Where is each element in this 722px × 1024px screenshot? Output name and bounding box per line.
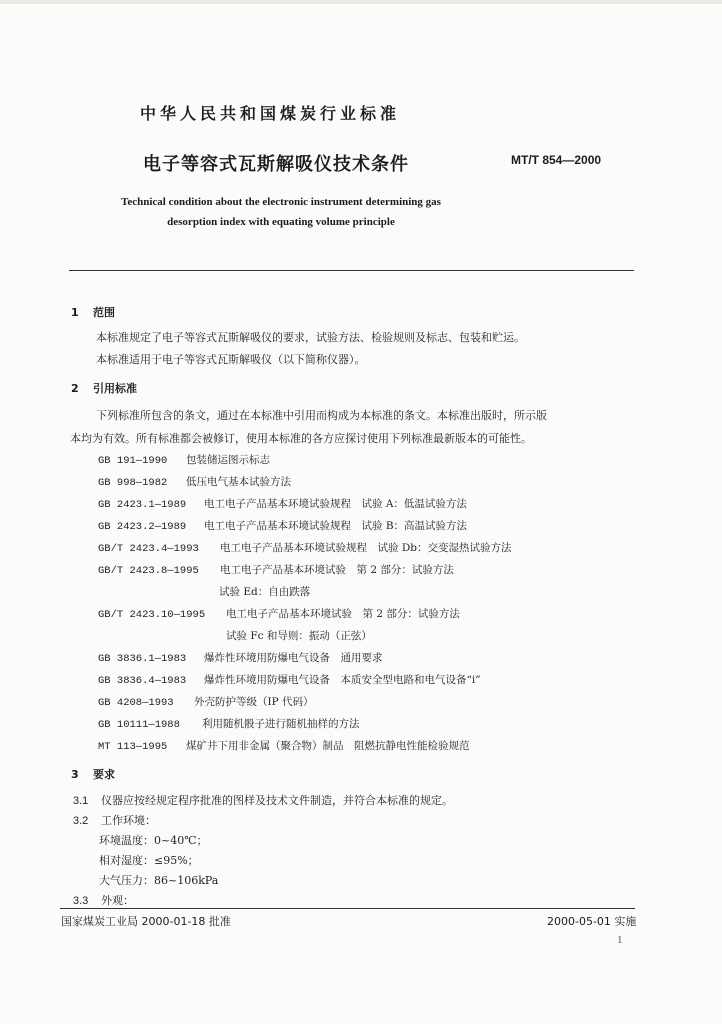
- reference-title: 电工电子产品基本环境试验 第 2 部分：试验方法: [220, 564, 454, 576]
- english-title: [86, 192, 476, 232]
- reference-item: [98, 518, 467, 533]
- reference-title: 煤矿井下用非金属（聚合物）制品 阻燃抗静电性能检验规范: [186, 740, 470, 752]
- reference-code: GB 3836.1—1983: [98, 653, 187, 665]
- reference-title: 外壳防护等级（IP 代码）: [194, 696, 314, 708]
- section-3-heading: [71, 766, 115, 782]
- reference-item-continuation: [219, 584, 310, 599]
- reference-title: 试验 Fc 和导则：振动（正弦）: [226, 630, 372, 642]
- english-title-line-2: desorption index with equating volume principle: [167, 216, 395, 228]
- reference-item: [98, 650, 383, 665]
- reference-item: [98, 694, 314, 709]
- clause-number: 3.3: [73, 895, 89, 907]
- clause-3-1: [73, 792, 453, 808]
- reference-title: 爆炸性环境用防爆电气设备 通用要求: [204, 652, 383, 664]
- reference-code: GB 998—1982: [98, 477, 168, 489]
- reference-code: GB 10111—1988: [98, 719, 180, 731]
- reference-item: [98, 738, 470, 753]
- reference-code: GB/T 2423.4—1993: [98, 543, 199, 555]
- reference-item: [98, 452, 270, 467]
- section-2-paragraph-1: 下列标准所包含的条文，通过在本标准中引用而构成为本标准的条文。本标准出版时，所示版: [96, 409, 547, 422]
- section-number: 1: [71, 306, 79, 319]
- reference-code: GB 2423.1—1989: [98, 499, 187, 511]
- document-title: 电子等容式瓦斯解吸仪技术条件: [143, 154, 409, 175]
- reference-item-continuation: [226, 628, 372, 643]
- reference-code: GB/T 2423.8—1995: [98, 565, 199, 577]
- reference-item: [98, 562, 454, 577]
- standard-category: 中华人民共和国煤炭行业标准: [140, 104, 401, 123]
- reference-code: GB 2423.2—1989: [98, 521, 187, 533]
- clause-3-2: [73, 812, 156, 828]
- clause-text: 工作环境：: [101, 814, 156, 827]
- implementation-date: 2000-05-01 实施: [547, 915, 637, 928]
- environment-humidity: 相对湿度：≤95%；: [99, 854, 199, 867]
- clause-number: 3.1: [73, 795, 89, 807]
- clause-number: 3.2: [73, 815, 89, 827]
- reference-code: GB/T 2423.10—1995: [98, 609, 206, 621]
- reference-title: 电工电子产品基本环境试验规程 试验 B：高温试验方法: [204, 520, 468, 532]
- section-title: 范围: [93, 306, 115, 319]
- section-1-paragraph-1: 本标准规定了电子等容式瓦斯解吸仪的要求，试验方法、检验规则及标志、包装和贮运。: [96, 331, 525, 344]
- scan-edge: [0, 0, 722, 4]
- reference-title: 电工电子产品基本环境试验 第 2 部分：试验方法: [226, 608, 460, 620]
- environment-pressure: 大气压力：86~106kPa: [99, 874, 219, 887]
- clause-text: 仪器应按经规定程序批准的图样及技术文件制造，并符合本标准的规定。: [101, 794, 453, 807]
- reference-code: GB 191—1990: [98, 455, 168, 467]
- reference-code: MT 113—1995: [98, 741, 168, 753]
- section-number: 3: [71, 768, 79, 781]
- reference-title: 电工电子产品基本环境试验规程 试验 A：低温试验方法: [204, 498, 467, 510]
- section-number: 2: [71, 382, 79, 395]
- page-number: 1: [617, 934, 623, 946]
- section-2-heading: [71, 380, 137, 396]
- reference-title: 试验 Ed：自由跌落: [219, 586, 311, 598]
- english-title-line-1: Technical condition about the electronic instrument determining gas: [121, 196, 441, 208]
- clause-text: 外观：: [101, 894, 134, 907]
- reference-title: 电工电子产品基本环境试验规程 试验 Db：交变湿热试验方法: [220, 542, 512, 554]
- section-1-paragraph-2: 本标准适用于电子等容式瓦斯解吸仪（以下简称仪器）。: [96, 353, 366, 366]
- reference-title: 利用随机骰子进行随机抽样的方法: [202, 718, 360, 730]
- section-1-heading: [71, 304, 115, 320]
- reference-item: [98, 540, 511, 555]
- section-2-paragraph-2: 本均为有效。所有标准都会被修订，使用本标准的各方应探讨使用下列标准最新版本的可能性。: [70, 432, 532, 445]
- reference-title: 包装储运图示标志: [186, 454, 270, 466]
- reference-title: 低压电气基本试验方法: [186, 476, 291, 488]
- clause-3-3: [73, 892, 134, 908]
- approval-date: 国家煤炭工业局 2000-01-18 批准: [61, 915, 231, 928]
- section-title: 要求: [93, 768, 115, 781]
- header-divider: [69, 270, 634, 271]
- reference-code: GB 3836.4—1983: [98, 675, 187, 687]
- environment-temperature: 环境温度：0~40℃；: [99, 834, 208, 847]
- reference-item: [98, 606, 460, 621]
- reference-item: [98, 496, 467, 511]
- reference-item: [98, 474, 291, 489]
- section-title: 引用标准: [93, 382, 137, 395]
- reference-title: 爆炸性环境用防爆电气设备 本质安全型电路和电气设备“i”: [204, 674, 481, 686]
- reference-item: [98, 672, 481, 687]
- standard-number: MT/T 854—2000: [511, 153, 602, 167]
- reference-item: [98, 716, 360, 731]
- reference-code: GB 4208—1993: [98, 697, 174, 709]
- footer-divider: [60, 908, 635, 909]
